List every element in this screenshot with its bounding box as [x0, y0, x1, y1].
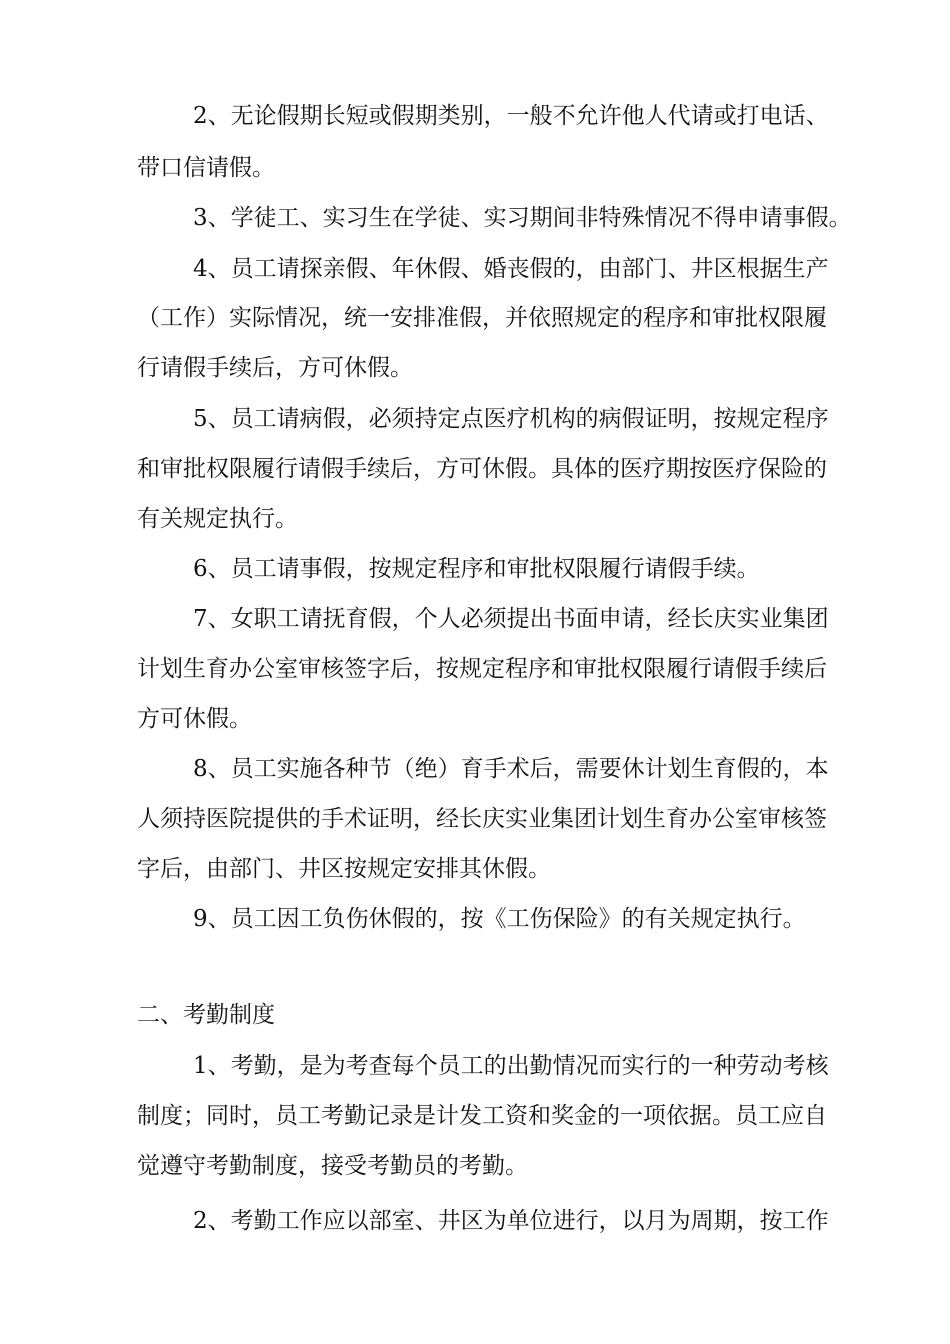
paragraph-line: 计划生育办公室审核签字后，按规定程序和审批权限履行请假手续后 — [137, 656, 827, 682]
paragraph-line: 制度；同时，员工考勤记录是计发工资和奖金的一项依据。员工应自 — [137, 1103, 827, 1129]
paragraph-line: 2、考勤工作应以部室、井区为单位进行，以月为周期，按工作 — [193, 1208, 829, 1234]
paragraph-line: 4、员工请探亲假、年休假、婚丧假的，由部门、井区根据生产 — [193, 256, 829, 282]
paragraph-line: 觉遵守考勤制度，接受考勤员的考勤。 — [137, 1153, 528, 1179]
paragraph-line: 3、学徒工、实习生在学徒、实习期间非特殊情况不得申请事假。 — [193, 205, 852, 231]
paragraph-line: 有关规定执行。 — [137, 506, 298, 532]
paragraph-line: 8、员工实施各种节（绝）育手术后，需要休计划生育假的，本 — [193, 756, 829, 782]
paragraph-line: 7、女职工请抚育假，个人必须提出书面申请，经长庆实业集团 — [193, 606, 829, 632]
paragraph-line: 5、员工请病假，必须持定点医疗机构的病假证明，按规定程序 — [193, 406, 829, 432]
paragraph-line: （工作）实际情况，统一安排准假，并依照规定的程序和审批权限履 — [137, 305, 827, 331]
paragraph-line: 和审批权限履行请假手续后，方可休假。具体的医疗期按医疗保险的 — [137, 456, 827, 482]
paragraph-line: 人须持医院提供的手术证明，经长庆实业集团计划生育办公室审核签 — [137, 806, 827, 832]
section-heading: 二、考勤制度 — [137, 1002, 275, 1028]
paragraph-line: 字后，由部门、井区按规定安排其休假。 — [137, 856, 551, 882]
paragraph-line: 带口信请假。 — [137, 155, 275, 181]
paragraph-line: 6、员工请事假，按规定程序和审批权限履行请假手续。 — [193, 556, 760, 582]
paragraph-line: 1、考勤，是为考查每个员工的出勤情况而实行的一种劳动考核 — [193, 1053, 829, 1079]
paragraph-line: 2、无论假期长短或假期类别，一般不允许他人代请或打电话、 — [193, 103, 829, 129]
paragraph-line: 行请假手续后，方可休假。 — [137, 355, 413, 381]
paragraph-line: 9、员工因工负伤休假的，按《工伤保险》的有关规定执行。 — [193, 906, 806, 932]
paragraph-line: 方可休假。 — [137, 706, 252, 732]
